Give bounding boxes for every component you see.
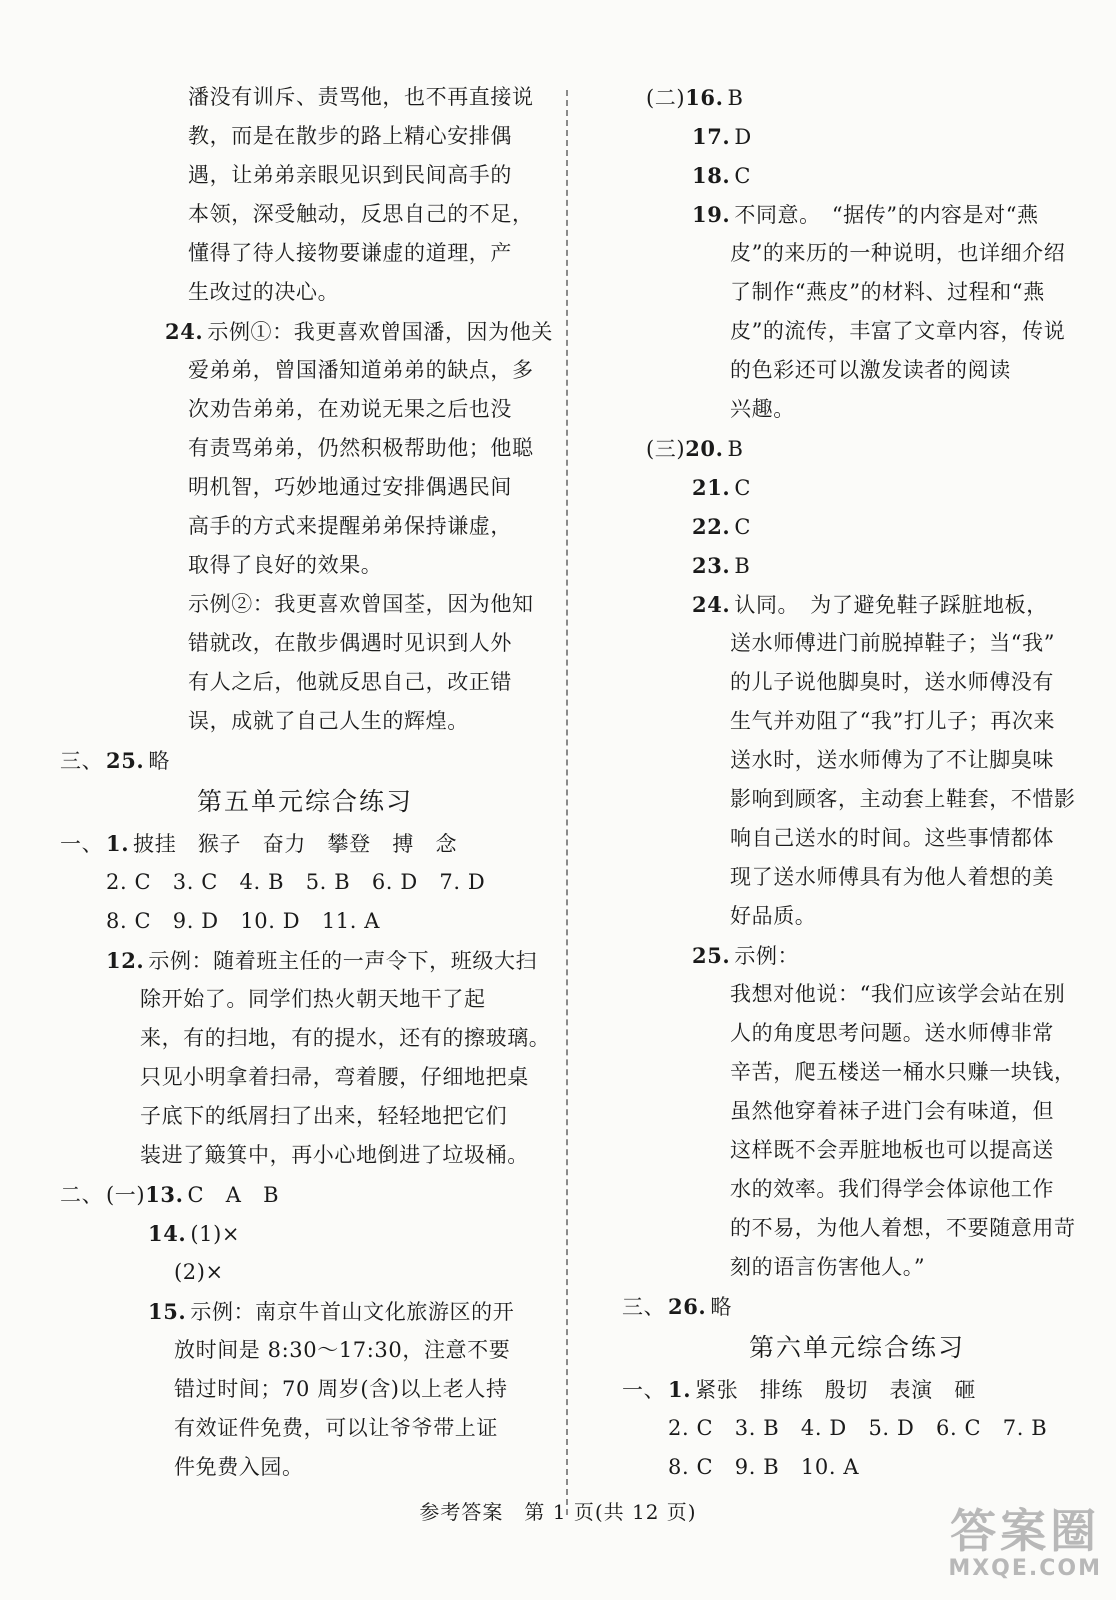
answer-text: 的不易，为他人着想，不要随意用苛 [730,1216,1076,1240]
question-number: 19. [692,202,731,227]
answer-line [622,1092,1092,1131]
answer-text: B [727,437,744,461]
answer-line [60,390,550,429]
answer-line [622,1053,1092,1092]
answer-text: D [734,125,752,149]
question-number: 24. [165,319,204,344]
question-number: 25. [106,748,145,773]
answer-line [622,195,1092,234]
answer-line [622,1409,1092,1448]
answer-line [622,1287,1092,1326]
answer-text: 爱弟弟，曾国潘知道弟弟的缺点，多 [188,358,534,382]
answer-text: 8. C 9. D 10. D 11. A [106,909,381,933]
answer-line [60,117,550,156]
answer-text: 好品质。 [730,904,817,928]
page-footer: 参考答案 第 1 页(共 12 页) [419,1500,697,1524]
answer-line [622,741,1092,780]
answer-text: 披挂 猴子 奋力 攀登 搏 念 [133,832,458,856]
answer-text: 示例②：我更喜欢曾国荃，因为他知 [188,592,534,616]
question-number: 13. [145,1182,184,1207]
answer-text: 高手的方式来提醒弟弟保持谦虚， [188,514,512,538]
answer-text: B [734,554,751,578]
answer-line [60,156,550,195]
section-label: 一、 [622,1378,666,1402]
answer-text: 的色彩还可以激发读者的阅读 [730,358,1011,382]
answer-line [60,1058,550,1097]
answer-text: 皮”的来历的一种说明，也详细介绍 [730,241,1066,265]
answer-line [622,702,1092,741]
answer-line [60,1214,550,1253]
answer-text: 虽然他穿着袜子进门会有味道，但 [730,1099,1054,1123]
question-number: 18. [692,163,731,188]
answer-line [60,1136,550,1175]
answer-text: 错过时间；70 周岁(含)以上老人持 [174,1377,508,1401]
answer-line [622,273,1092,312]
answer-line [622,936,1092,975]
section-heading: 第五单元综合练习 [196,787,413,816]
subsection-label: (一) [106,1183,146,1207]
answer-text: C A B [187,1183,280,1207]
answer-text: 送水师傅进门前脱掉鞋子；当“我” [730,631,1056,655]
answer-line [60,351,550,390]
answer-text: 8. C 9. B 10. A [668,1455,860,1479]
answer-text: 误，成就了自己人生的辉煌。 [188,709,469,733]
answer-text: 只见小明拿着扫帚，弯着腰，仔细地把桌 [140,1065,529,1089]
answer-line [622,468,1092,507]
answer-text: 本领，深受触动，反思自己的不足， [188,202,534,226]
answer-text: 刻的语言伤害他人。” [730,1255,926,1279]
answer-line [622,858,1092,897]
answer-text: 现了送水师傅具有为他人着想的美 [730,865,1054,889]
answer-line [622,1170,1092,1209]
question-number: 14. [148,1221,187,1246]
answer-text: 懂得了待人接物要谦虚的道理，产 [188,241,512,265]
answer-text: 明机智，巧妙地通过安排偶遇民间 [188,475,512,499]
answer-text: 示例①：我更喜欢曾国潘，因为他关 [207,320,553,344]
answer-line [60,78,550,117]
answer-line [622,351,1092,390]
answer-text: 次劝告弟弟，在劝说无果之后也没 [188,397,512,421]
answer-text: 2. C 3. B 4. D 5. D 6. C 7. B [668,1416,1048,1440]
answer-line [60,1292,550,1331]
answer-line [60,468,550,507]
answer-line [60,863,550,902]
answer-text: (2)× [174,1260,224,1284]
answer-text: 潘没有训斥、责骂他，也不再直接说 [188,85,534,109]
answer-text: 这样既不会弄脏地板也可以提高送 [730,1138,1054,1162]
answer-line [60,824,550,863]
question-number: 17. [692,124,731,149]
answer-text: 有责骂弟弟，仍然积极帮助他；他聪 [188,436,534,460]
answer-line [622,1370,1092,1409]
answer-text: 示例：南京牛首山文化旅游区的开 [190,1300,515,1324]
answer-line [60,1331,550,1370]
answer-text: C [734,476,752,500]
answer-text: 兴趣。 [730,397,795,421]
answer-text: 件免费入园。 [174,1455,304,1479]
answer-line [622,819,1092,858]
answer-text: 我想对他说：“我们应该学会站在别 [730,982,1066,1006]
answer-text: 2. C 3. C 4. B 5. B 6. D 7. D [106,870,486,894]
answer-line [622,429,1092,468]
answer-line [622,1209,1092,1248]
answer-line [60,507,550,546]
answer-line [60,1448,550,1487]
answer-line [60,1253,550,1292]
answer-line [60,941,550,980]
answer-line [60,234,550,273]
answer-line [622,897,1092,936]
answer-line [60,1097,550,1136]
answer-line [60,902,550,941]
answer-text: 遇，让弟弟亲眼见识到民间高手的 [188,163,512,187]
section-label: 二、 [60,1183,104,1207]
answer-line [622,390,1092,429]
subsection-label: (二) [646,86,686,110]
answer-line [622,780,1092,819]
answer-line [622,1014,1092,1053]
answer-line [622,117,1092,156]
answer-text: 示例：随着班主任的一声令下，班级大扫 [148,949,538,973]
answer-line [622,234,1092,273]
question-number: 15. [148,1299,187,1324]
answer-line [622,78,1092,117]
left-column [60,78,553,1487]
answer-line [60,585,550,624]
answer-text: 响自己送水的时间。这些事情都体 [730,826,1054,850]
answer-text: 教，而是在散步的路上精心安排偶 [188,124,512,148]
answer-text: 送水时，送水师傅为了不让脚臭味 [730,748,1054,772]
answer-line [60,1409,550,1448]
answer-text: 有效证件免费，可以让爷爷带上证 [174,1416,498,1440]
answer-line [60,980,550,1019]
section-heading: 第六单元综合练习 [748,1333,965,1362]
answer-text: 皮”的流传，丰富了文章内容，传说 [730,319,1066,343]
answer-line [622,1448,1092,1487]
answer-line [60,546,550,585]
answer-line [622,585,1092,624]
answer-text: 生气并劝阻了“我”打儿子；再次来 [730,709,1056,733]
answer-line [60,195,550,234]
answer-line [622,1248,1092,1287]
answer-text: 紧张 排练 殷切 表演 砸 [695,1378,976,1402]
question-number: 12. [106,948,145,973]
question-number: 22. [692,514,731,539]
answer-line [622,975,1092,1014]
question-number: 21. [692,475,731,500]
answer-line [622,312,1092,351]
question-number: 20. [685,436,724,461]
answer-text: 辛苦，爬五楼送一桶水只赚一块钱， [730,1060,1076,1084]
answer-line [622,156,1092,195]
answer-text: C [734,164,752,188]
subsection-label: (三) [646,437,686,461]
question-number: 26. [668,1294,707,1319]
answer-text: 了制作“燕皮”的材料、过程和“燕 [730,280,1045,304]
answer-text: 略 [148,749,170,773]
answer-line [622,624,1092,663]
section-label: 三、 [622,1295,666,1319]
answer-text: 认同。 为了避免鞋子踩脏地板， [734,593,1048,617]
answer-text: 子底下的纸屑扫了出来，轻轻地把它们 [140,1104,508,1128]
answer-line [622,507,1092,546]
answer-line [60,1019,550,1058]
answer-line [60,1370,550,1409]
question-number: 25. [692,943,731,968]
answer-line [60,312,553,351]
answer-text: 来，有的扫地，有的提水，还有的擦玻璃。 [140,1026,551,1050]
answer-line [60,1175,550,1214]
answer-line [622,1131,1092,1170]
question-number: 23. [692,553,731,578]
question-number: 24. [692,592,731,617]
answer-line [622,663,1092,702]
answer-line [60,273,550,312]
question-number: 1. [106,831,130,856]
answer-text: 有人之后，他就反思自己，改正错 [188,670,512,694]
answer-text: C [734,515,752,539]
answer-text: (1)× [190,1222,241,1246]
answer-text: 放时间是 8:30～17:30，注意不要 [174,1338,511,1362]
question-number: 1. [668,1377,692,1402]
answer-line [60,624,550,663]
answer-text: 水的效率。我们得学会体谅他工作 [730,1177,1054,1201]
question-number: 16. [685,85,724,110]
watermark-url: MXQE.COM [948,1556,1102,1581]
section-label: 一、 [60,832,104,856]
answer-line [60,741,550,780]
watermark-logo [948,1506,1102,1582]
answer-text: 影响到顾客，主动套上鞋套，不惜影 [730,787,1076,811]
answer-text: 装进了簸箕中，再小心地倒进了垃圾桶。 [140,1143,529,1167]
answer-text: 略 [710,1295,732,1319]
answer-text: 错就改，在散步偶遇时见识到人外 [188,631,512,655]
answer-text: 除开始了。同学们热火朝天地干了起 [140,987,486,1011]
answer-text: B [727,86,744,110]
column-divider [566,90,568,1515]
answer-line [622,546,1092,585]
answer-text: 生改过的决心。 [188,280,340,304]
answer-line [60,429,550,468]
answer-text: 人的角度思考问题。送水师傅非常 [730,1021,1054,1045]
watermark-title: 答案圈 [950,1504,1101,1558]
right-column [622,78,1092,1487]
answer-line [60,702,550,741]
answer-text: 示例： [734,944,800,968]
answer-line [60,663,550,702]
answer-text: 不同意。 “据传”的内容是对“燕 [734,203,1039,227]
answer-text: 取得了良好的效果。 [188,553,383,577]
section-label: 三、 [60,749,104,773]
answer-text: 的儿子说他脚臭时，送水师傅没有 [730,670,1054,694]
